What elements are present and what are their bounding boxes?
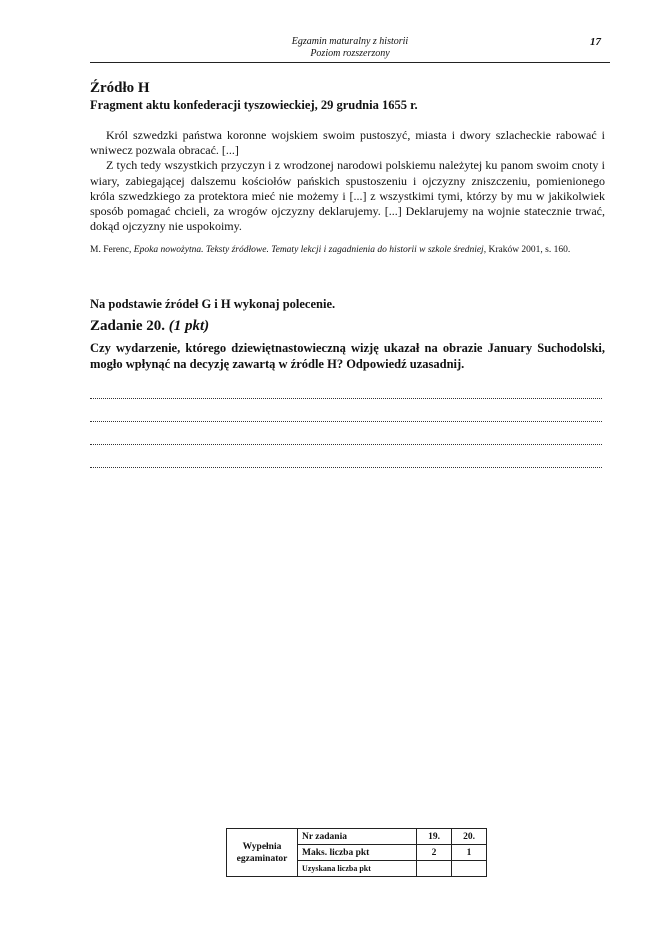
task-heading — [90, 318, 209, 335]
task-number-cell: 19. — [417, 829, 452, 845]
source-subtitle: Fragment aktu konfederacji tyszowieckiej, 29 grudnia 1655 r. — [90, 98, 418, 112]
max-points-cell: 1 — [452, 845, 487, 861]
task-number-cell: 20. — [452, 829, 487, 845]
max-points-cell: 2 — [417, 845, 452, 861]
row-header-task-number: Nr zadania — [298, 829, 417, 845]
exam-title: Egzamin maturalny z historii — [291, 36, 409, 47]
task-number: Zadanie 20. — [90, 318, 166, 334]
source-excerpt — [90, 128, 605, 234]
score-table-label: Wypełnia egzaminator — [227, 829, 298, 877]
source-citation — [90, 244, 605, 257]
excerpt-paragraph-2: Z tych tedy wszystkich przyczyn i z wrodzonej narodowi polskiemu należytej ku panom swoim cnoty i wiary, zabiegającej dalszemu kościołów pańskich spustoszeniu i ojczyzny zniszczeniu, pomienionego króla szwedzkiego za protektora mieć nie możemy i [...] z wszystkimi tymi, którzy by mu w jakikolwiek sposób pomagać chcieli, za wrogów ojczyzny deklarujemy. [...] Deklarujemy na wojnie statecznie trwać, dokąd ojczyzny nie uspokoimy. — [90, 158, 605, 234]
page-header — [90, 36, 610, 60]
task-points: (1 pkt) — [168, 318, 210, 334]
citation-author: M. Ferenc, — [90, 245, 132, 255]
page-number: 17 — [590, 36, 601, 48]
answer-line[interactable] — [90, 444, 602, 445]
obtained-points-cell[interactable] — [417, 861, 452, 877]
obtained-points-cell[interactable] — [452, 861, 487, 877]
row-header-obtained-points: Uzyskana liczba pkt — [298, 861, 417, 877]
header-divider — [90, 62, 610, 63]
excerpt-paragraph-1: Król szwedzki państwa koronne wojskiem swoim pustoszyć, miasta i dwory szlacheckie rabować i wniwecz pozwala obracać. [...] — [90, 128, 605, 158]
answer-line[interactable] — [90, 421, 602, 422]
citation-title: Epoka nowożytna. Teksty źródłowe. Tematy lekcji i zagadnienia do historii w szkole średniej, — [133, 245, 487, 255]
source-title: Źródło H — [90, 80, 150, 96]
score-row-task-number — [227, 829, 487, 845]
answer-line[interactable] — [90, 467, 602, 468]
score-table — [226, 828, 487, 877]
task-question: Czy wydarzenie, którego dziewiętnastowieczną wizję ukazał na obrazie January Suchodolski, mogło wpłynąć na decyzję zawartą w źródle H? Odpowiedź uzasadnij. — [90, 341, 605, 371]
citation-place: Kraków 2001, s. 160. — [488, 245, 571, 255]
exam-level: Poziom rozszerzony — [310, 48, 390, 59]
row-header-max-points: Maks. liczba pkt — [298, 845, 417, 861]
instruction-text: Na podstawie źródeł G i H wykonaj polecenie. — [90, 297, 336, 311]
answer-line[interactable] — [90, 398, 602, 399]
